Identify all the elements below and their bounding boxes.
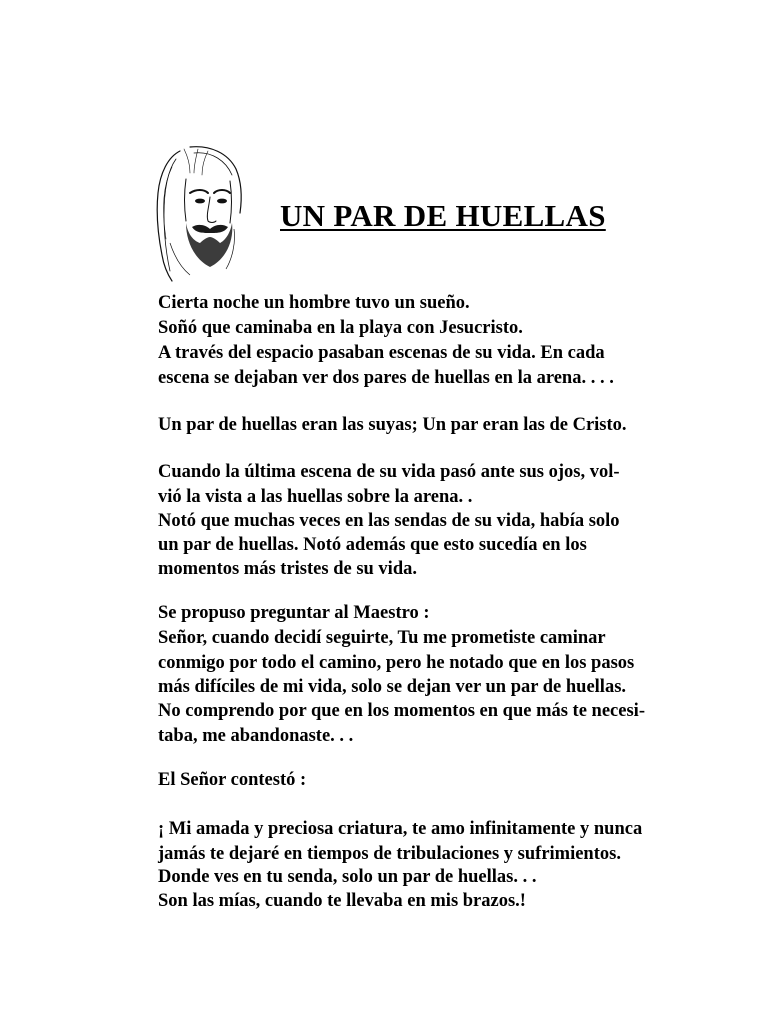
poem-line: El Señor contestó : [158,770,307,790]
poem-line: Señor, cuando decidí seguirte, Tu me prometiste caminar [158,628,606,648]
christ-portrait-sketch [150,143,246,283]
poem-line: Notó que muchas veces en las sendas de su vida, había solo [158,511,620,531]
poem-line: taba, me abandonaste. . . [158,726,354,746]
poem-line: más difíciles de mi vida, solo se dejan ver un par de huellas. [158,677,627,697]
poem-line: Cuando la última escena de su vida pasó ante sus ojos, vol- [158,462,620,482]
poem-line: escena se dejaban ver dos pares de huellas en la arena. . . . [158,368,614,388]
poem-line: Son las mías, cuando te llevaba en mis brazos.! [158,891,526,911]
poem-line: Un par de huellas eran las suyas; Un par eran las de Cristo. [158,415,627,435]
poem-line: A través del espacio pasaban escenas de su vida. En cada [158,343,605,363]
poem-line: Se propuso preguntar al Maestro : [158,603,430,623]
poem-line: Cierta noche un hombre tuvo un sueño. [158,293,470,313]
poem-line: Donde ves en tu senda, solo un par de huellas. . . [158,867,537,887]
poem-line: Soñó que caminaba en la playa con Jesucristo. [158,318,523,338]
poem-line: conmigo por todo el camino, pero he notado que en los pasos [158,653,635,673]
document-title: UN PAR DE HUELLAS [280,198,606,233]
poem-line: jamás te dejaré en tiempos de tribulaciones y sufrimientos. [158,844,621,864]
poem-line: un par de huellas. Notó además que esto sucedía en los [158,535,587,555]
poem-line: No comprendo por que en los momentos en que más te necesi- [158,701,645,721]
poem-line: momentos más tristes de su vida. [158,559,417,579]
poem-line: vió la vista a las huellas sobre la arena. . [158,487,473,507]
poem-line: ¡ Mi amada y preciosa criatura, te amo infinitamente y nunca [158,819,643,839]
